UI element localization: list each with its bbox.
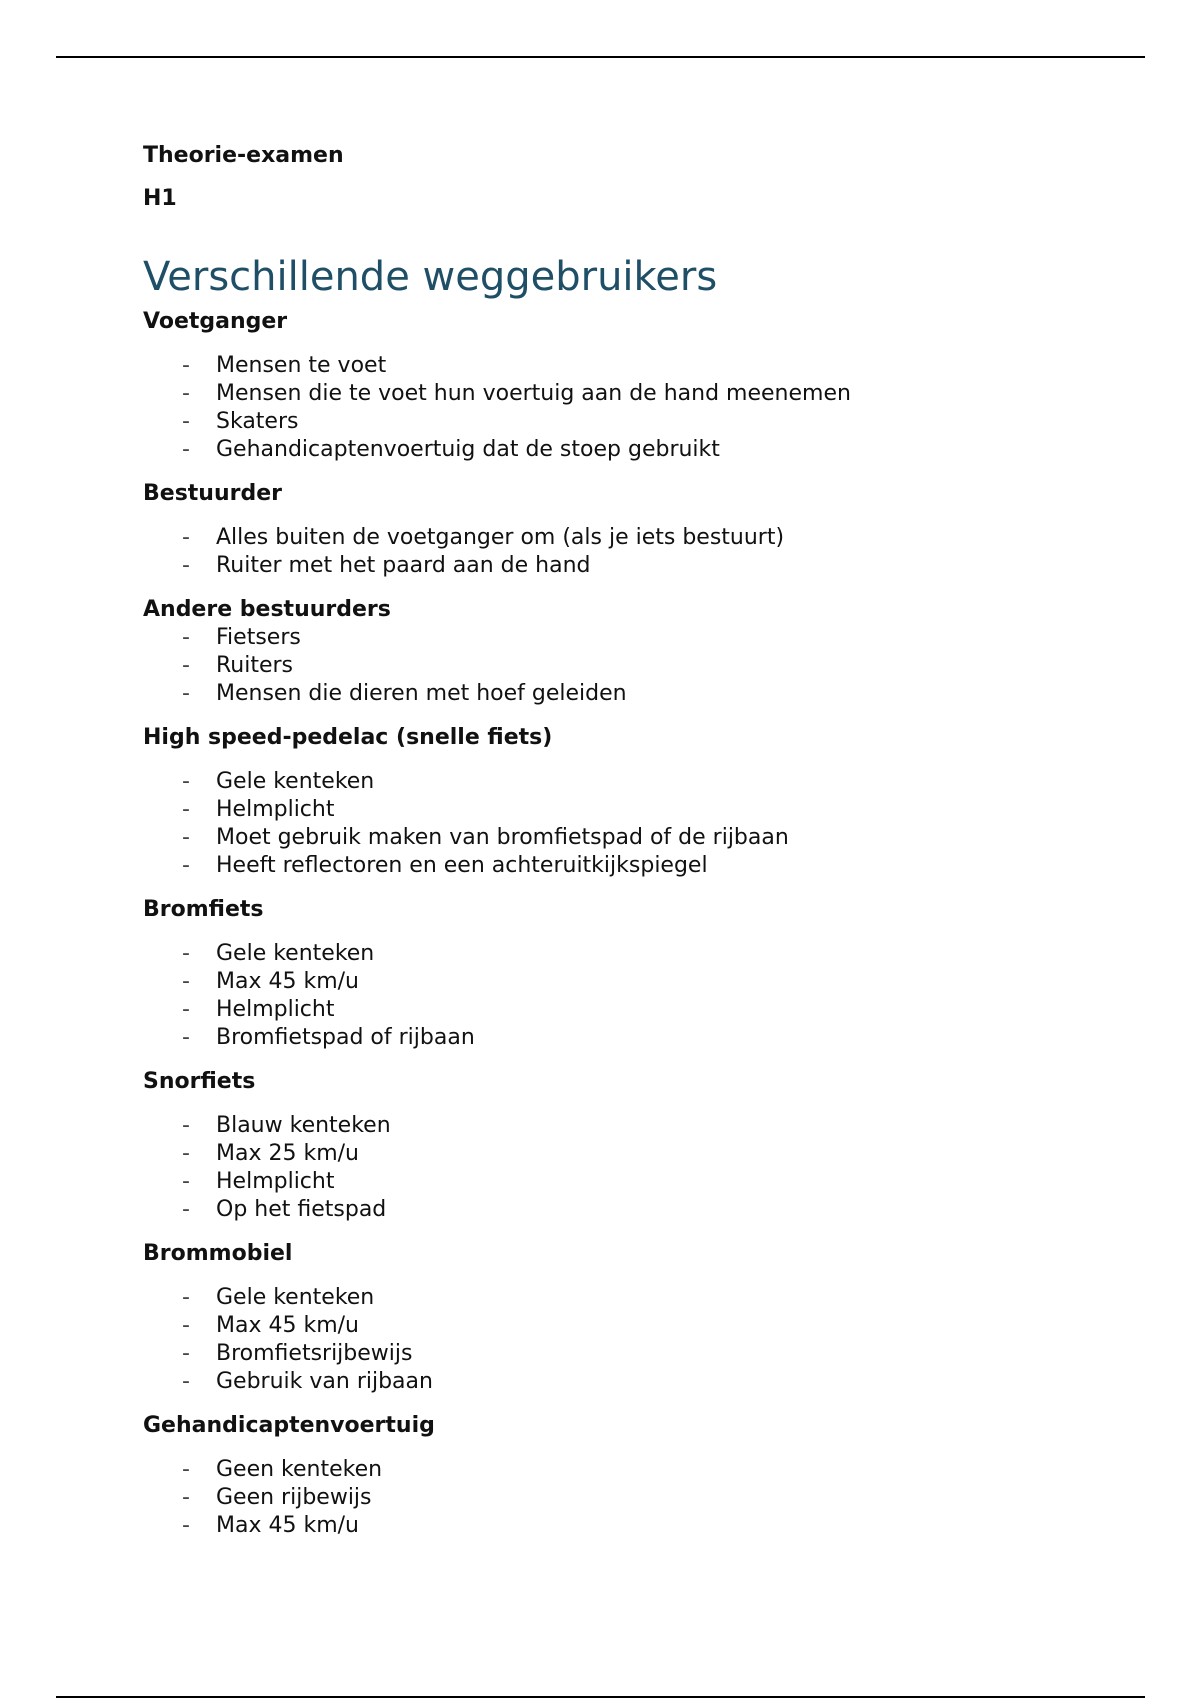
list-item-text: Heeft reflectoren en een achteruitkijkspiegel	[216, 853, 708, 878]
list-item	[143, 1340, 1143, 1368]
list-item-text: Bromfietspad of rijbaan	[216, 1025, 475, 1050]
section-title-high-speed-pedelac: High speed-pedelac (snelle fiets)	[143, 725, 553, 750]
chapter-label: H1	[143, 186, 177, 211]
list-dash: -	[182, 353, 190, 378]
list-item-text: Gele kenteken	[216, 941, 375, 966]
list-item-text: Geen rijbewijs	[216, 1485, 372, 1510]
list-dash: -	[182, 1513, 190, 1538]
list-item-text: Geen kenteken	[216, 1457, 383, 1482]
list-dash: -	[182, 525, 190, 550]
list-item	[143, 1140, 1143, 1168]
list-dash: -	[182, 797, 190, 822]
list-dash: -	[182, 1141, 190, 1166]
list-item	[143, 796, 1143, 824]
section-title-bestuurder: Bestuurder	[143, 481, 282, 506]
list-item-text: Op het fietspad	[216, 1197, 387, 1222]
list-item	[143, 1284, 1143, 1312]
list-item-text: Mensen die dieren met hoef geleiden	[216, 681, 627, 706]
list-dash: -	[182, 941, 190, 966]
list-item	[143, 968, 1143, 996]
list-item	[143, 680, 1143, 708]
list-item	[143, 1168, 1143, 1196]
list-item-text: Gebruik van rijbaan	[216, 1369, 433, 1394]
list-item-text: Max 45 km/u	[216, 969, 359, 994]
list-dash: -	[182, 625, 190, 650]
list-dash: -	[182, 853, 190, 878]
section-title-gehandicaptenvoertuig: Gehandicaptenvoertuig	[143, 1413, 435, 1438]
list-item-text: Alles buiten de voetganger om (als je iets bestuurt)	[216, 525, 785, 550]
list-item	[143, 436, 1143, 464]
list-dash: -	[182, 653, 190, 678]
list-item-text: Skaters	[216, 409, 299, 434]
list-snorfiets	[143, 1112, 1143, 1224]
list-dash: -	[182, 1369, 190, 1394]
list-dash: -	[182, 997, 190, 1022]
list-dash: -	[182, 1485, 190, 1510]
list-dash: -	[182, 381, 190, 406]
list-item	[143, 1484, 1143, 1512]
list-item-text: Fietsers	[216, 625, 301, 650]
list-dash: -	[182, 681, 190, 706]
list-voetganger	[143, 352, 1143, 464]
list-dash: -	[182, 1457, 190, 1482]
list-dash: -	[182, 969, 190, 994]
list-dash: -	[182, 437, 190, 462]
document-title: Theorie-examen	[143, 143, 344, 168]
list-item	[143, 524, 1143, 552]
list-item	[143, 852, 1143, 880]
section-title-bromfiets: Bromfiets	[143, 897, 264, 922]
list-item-text: Max 45 km/u	[216, 1513, 359, 1538]
section-title-andere-bestuurders: Andere bestuurders	[143, 597, 391, 622]
list-item	[143, 552, 1143, 580]
list-item	[143, 768, 1143, 796]
list-high-speed-pedelac	[143, 768, 1143, 880]
list-item	[143, 1112, 1143, 1140]
list-dash: -	[182, 1313, 190, 1338]
section-title-snorfiets: Snorfiets	[143, 1069, 256, 1094]
list-item	[143, 996, 1143, 1024]
footer-rule	[56, 1696, 1145, 1698]
list-item-text: Ruiters	[216, 653, 294, 678]
list-dash: -	[182, 1169, 190, 1194]
list-brommobiel	[143, 1284, 1143, 1396]
list-item-text: Helmplicht	[216, 997, 335, 1022]
list-item	[143, 940, 1143, 968]
list-item-text: Gehandicaptenvoertuig dat de stoep gebruikt	[216, 437, 720, 462]
list-dash: -	[182, 1341, 190, 1366]
document-body	[143, 142, 1143, 1540]
section-title-voetganger: Voetganger	[143, 309, 288, 334]
list-item	[143, 380, 1143, 408]
list-andere-bestuurders	[143, 624, 1143, 708]
list-dash: -	[182, 553, 190, 578]
list-dash: -	[182, 1025, 190, 1050]
list-bromfiets	[143, 940, 1143, 1052]
list-item-text: Mensen die te voet hun voertuig aan de hand meenemen	[216, 381, 851, 406]
list-dash: -	[182, 825, 190, 850]
list-item-text: Max 25 km/u	[216, 1141, 359, 1166]
list-item	[143, 352, 1143, 380]
list-dash: -	[182, 1285, 190, 1310]
list-item	[143, 624, 1143, 652]
list-item	[143, 1456, 1143, 1484]
section-title-brommobiel: Brommobiel	[143, 1241, 293, 1266]
list-item	[143, 652, 1143, 680]
list-item-text: Helmplicht	[216, 797, 335, 822]
list-item	[143, 1024, 1143, 1052]
list-item-text: Blauw kenteken	[216, 1113, 391, 1138]
list-item	[143, 408, 1143, 436]
list-item-text: Moet gebruik maken van bromfietspad of de rijbaan	[216, 825, 789, 850]
list-item	[143, 824, 1143, 852]
list-item-text: Gele kenteken	[216, 769, 375, 794]
list-gehandicaptenvoertuig	[143, 1456, 1143, 1540]
list-dash: -	[182, 1197, 190, 1222]
list-bestuurder	[143, 524, 1143, 580]
header-rule	[56, 56, 1145, 58]
list-dash: -	[182, 769, 190, 794]
list-item-text: Bromfietsrijbewijs	[216, 1341, 413, 1366]
list-item	[143, 1196, 1143, 1224]
list-dash: -	[182, 1113, 190, 1138]
list-item-text: Mensen te voet	[216, 353, 387, 378]
list-item-text: Max 45 km/u	[216, 1313, 359, 1338]
list-item	[143, 1368, 1143, 1396]
list-item-text: Helmplicht	[216, 1169, 335, 1194]
list-item	[143, 1512, 1143, 1540]
list-dash: -	[182, 409, 190, 434]
list-item-text: Gele kenteken	[216, 1285, 375, 1310]
list-item-text: Ruiter met het paard aan de hand	[216, 553, 591, 578]
list-item	[143, 1312, 1143, 1340]
section-heading: Verschillende weggebruikers	[143, 254, 718, 300]
